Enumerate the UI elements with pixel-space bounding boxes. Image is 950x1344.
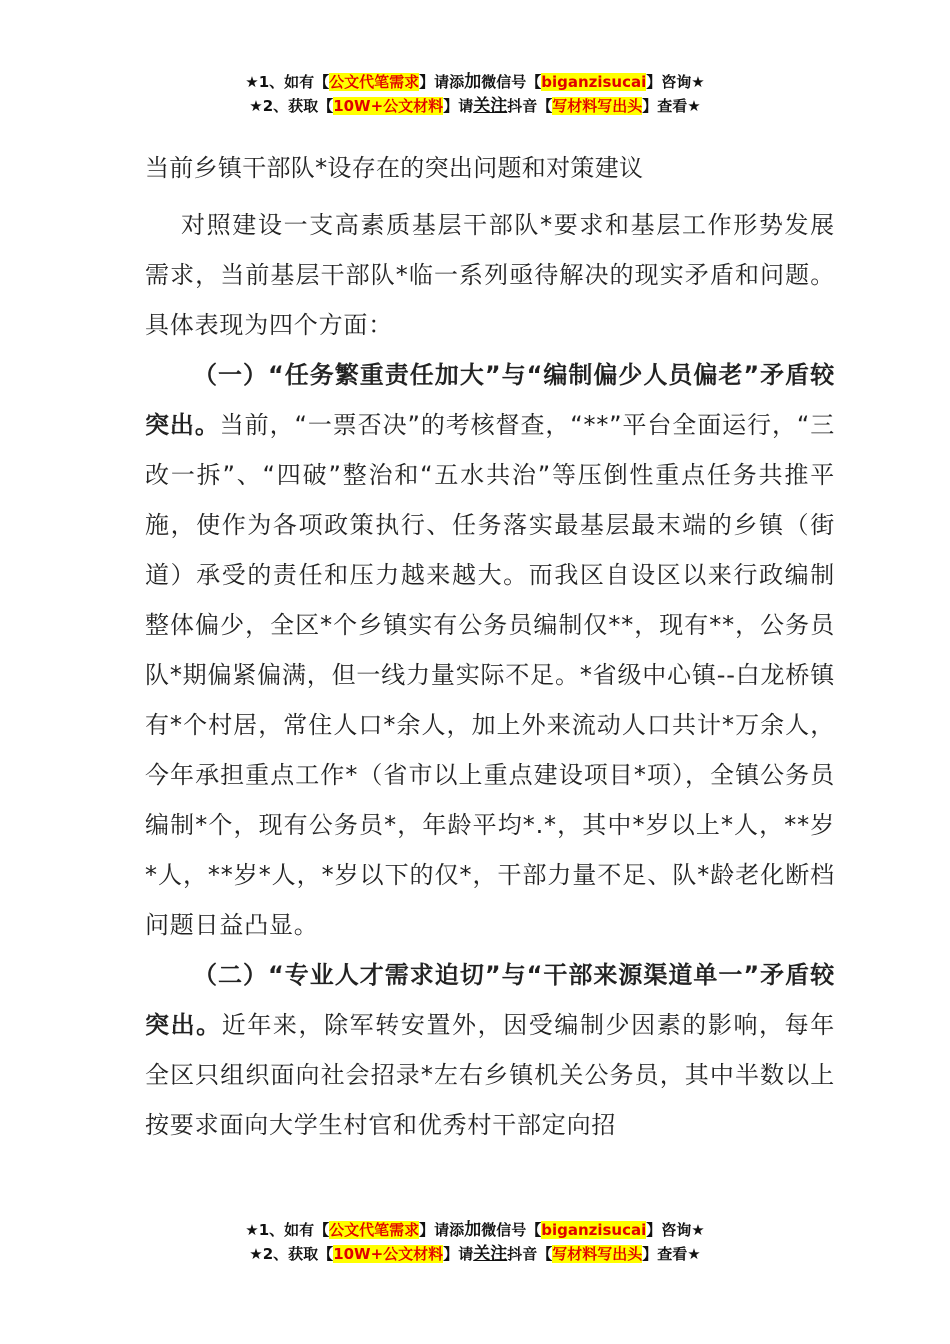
banner-text: 微信号【 [481,73,542,91]
section-2-heading: （二）“专业人才需求迫切”与“干部来源渠道单一”矛盾较突出。 [145,961,835,1039]
banner-text: ★1、如有【 [245,73,330,91]
section-2-body: 近年来，除军转安置外，因受编制少因素的影响，每年全区只组织面向社会招录*左右乡镇机关公务员，其中半数以上按要求面向大学生村官和优秀村干部定向招 [145,1011,836,1139]
banner-text: ★2、获取【 [249,97,334,115]
banner-text: 】咨询★ [646,1221,705,1239]
banner-text: 】请 [443,97,474,115]
banner-text: 】请 [443,1245,474,1263]
banner-text: 加 [464,72,482,92]
banner-highlight: 10W+公文材料 [333,1245,444,1263]
banner-highlight: biganzisucai [541,1221,647,1239]
banner-highlight: 写材料写出头 [552,97,643,115]
banner-text: 加 [464,1220,482,1240]
banner-text: 抖音【 [507,1245,553,1263]
banner-text: 抖音【 [507,97,553,115]
banner-line-2 [0,94,950,118]
section-1-body: 当前，“一票否决”的考核督查，“**”平台全面运行，“三改一拆”、“四破”整治和“五水共治”等压倒性重点任务共推平施，使作为各项政策执行、任务落实最基层最末端的乡镇（街道）承受的责任和压力越来越大。而我区自设区以来行政编制整体偏少，全区*个乡镇实有公务员编制仅**，现有**，公务员队*期偏紧偏满，但一线力量实际不足。*省级中心镇--白龙桥镇有*个村居，常住人口*余人，加上外来流动人口共计*万余人，今年承担重点工作*（省市以上重点建设项目*项），全镇公务员编制*个，现有公务员*，年龄平均*.*，其中*岁以上*人，**岁*人，**岁*人，*岁以下的仅*，干部力量不足、队*龄老化断档问题日益凸显。 [145,411,835,939]
banner-text: 】请添 [419,73,465,91]
banner-line-1 [0,1218,950,1242]
section-1-heading: （一）“任务繁重责任加大”与“编制偏少人员偏老”矛盾较突出。 [145,361,835,439]
banner-line-2 [0,1242,950,1266]
banner-highlight: 写材料写出头 [552,1245,643,1263]
banner-highlight: 公文代笔需求 [329,1221,420,1239]
section-1-paragraph [145,350,835,950]
banner-highlight: biganzisucai [541,73,647,91]
banner-line-1 [0,70,950,94]
banner-text: 】查看★ [642,1245,701,1263]
document-title: 当前乡镇干部队*设存在的突出问题和对策建议 [145,154,644,182]
document-body [145,146,835,1150]
banner-highlight: 10W+公文材料 [333,97,444,115]
banner-text: 】请添 [419,1221,465,1239]
banner-text: 】咨询★ [646,73,705,91]
intro-paragraph: 对照建设一支高素质基层干部队*要求和基层工作形势发展需求，当前基层干部队*临一系列亟待解决的现实矛盾和问题。具体表现为四个方面： [145,211,835,339]
banner-text: 】查看★ [642,97,701,115]
banner-text: 关注 [473,1244,508,1264]
banner-text: ★2、获取【 [249,1245,334,1263]
footer-banner [0,1218,950,1266]
banner-text: 微信号【 [481,1221,542,1239]
banner-text: 关注 [473,96,508,116]
banner-text: ★1、如有【 [245,1221,330,1239]
section-2-paragraph [145,950,835,1150]
header-banner [0,70,950,118]
banner-highlight: 公文代笔需求 [329,73,420,91]
